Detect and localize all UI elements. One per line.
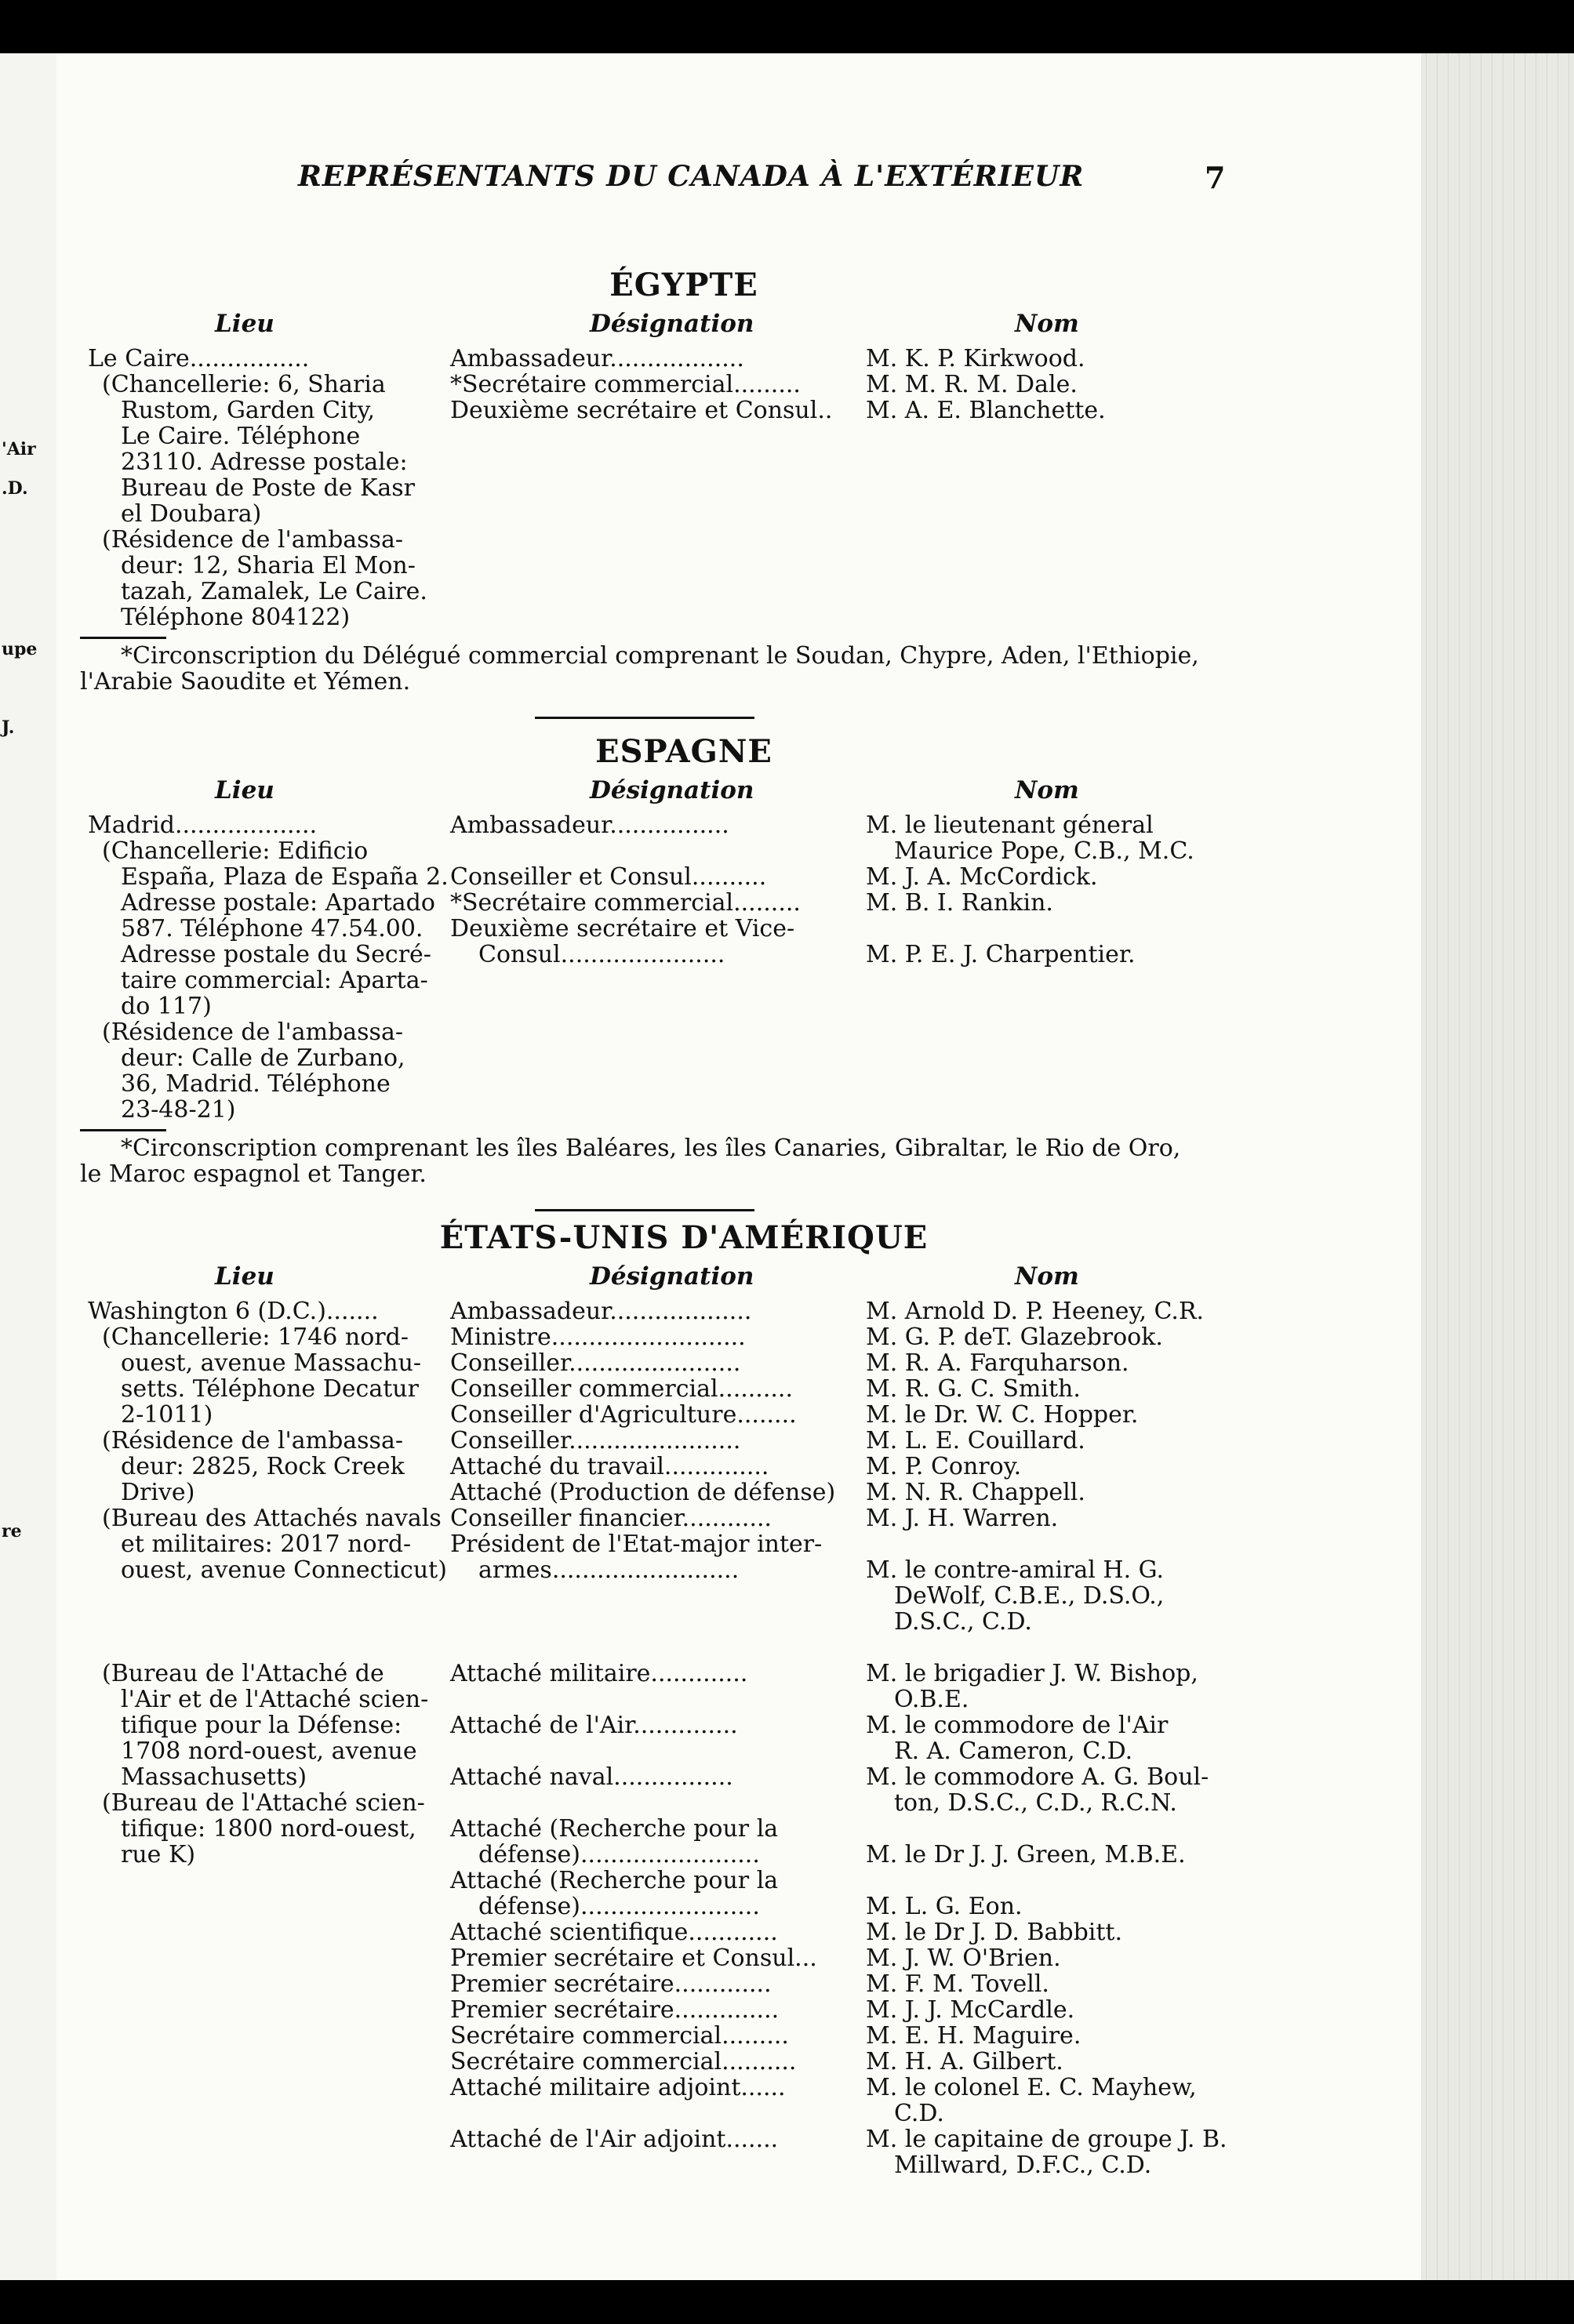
left-margin-fragment: re: [2, 1521, 22, 1541]
footnote-rule: [80, 637, 166, 639]
lieu-line: et militaires: 2017 nord-: [121, 1531, 412, 1558]
lieu-line: Rustom, Garden City,: [121, 397, 376, 424]
lieu-line: 23-48-21): [121, 1096, 236, 1124]
designation-line: Conseiller.......................: [450, 1349, 741, 1377]
nom-line: M. le commodore A. G. Boul-: [866, 1763, 1209, 1791]
designation-line: Conseiller commercial..........: [450, 1375, 793, 1403]
lieu-line: el Doubara): [121, 500, 262, 528]
designation-line: Attaché naval................: [450, 1763, 733, 1791]
lieu-line: (Chancellerie: Edificio: [102, 837, 369, 865]
designation-line: Attaché du travail..............: [450, 1453, 769, 1480]
section-separator: [535, 717, 754, 719]
designation-line: Consul......................: [478, 941, 725, 968]
lieu-line: Washington 6 (D.C.).......: [88, 1298, 379, 1325]
designation-line: Premier secrétaire.............: [450, 1970, 772, 1998]
lieu-line: Drive): [121, 1479, 195, 1506]
lieu-line: tazah, Zamalek, Le Caire.: [121, 578, 427, 605]
designation-line: Premier secrétaire et Consul...: [450, 1945, 817, 1972]
lieu-line: l'Air et de l'Attaché scien-: [121, 1686, 429, 1713]
lieu-line: (Bureau des Attachés navals: [102, 1505, 442, 1532]
footnote-rule: [80, 1129, 166, 1131]
designation-line: Attaché militaire.............: [450, 1660, 748, 1687]
nom-line: M. H. A. Gilbert.: [866, 2048, 1063, 2075]
designation-line: Attaché (Recherche pour la: [450, 1815, 779, 1843]
nom-line: M. le Dr J. J. Green, M.B.E.: [866, 1841, 1186, 1868]
lieu-line: deur: Calle de Zurbano,: [121, 1044, 405, 1072]
nom-line: M. K. P. Kirkwood.: [866, 345, 1085, 372]
designation-line: Attaché (Recherche pour la: [450, 1867, 779, 1894]
nom-line: M. L. E. Couillard.: [866, 1427, 1085, 1454]
designation-line: défense)........................: [478, 1841, 760, 1868]
nom-line: M. P. Conroy.: [866, 1453, 1022, 1480]
right-page-edge: [1421, 53, 1574, 2280]
nom-line: M. R. G. C. Smith.: [866, 1375, 1081, 1403]
lieu-line: (Chancellerie: 1746 nord-: [102, 1324, 409, 1351]
designation-line: Conseiller et Consul..........: [450, 863, 767, 891]
page-number: 7: [1205, 160, 1226, 195]
designation-line: *Secrétaire commercial.........: [450, 371, 801, 398]
designation-line: Conseiller.......................: [450, 1427, 741, 1454]
nom-line: M. le capitaine de groupe J. B.: [866, 2126, 1227, 2153]
left-margin-fragment: .D.: [2, 478, 28, 499]
column-header-lieu: Lieu: [215, 1262, 274, 1291]
lieu-line: taire commercial: Aparta-: [121, 967, 428, 994]
column-header-designation: Désignation: [590, 310, 754, 338]
lieu-line: 587. Téléphone 47.54.00.: [121, 915, 423, 942]
lieu-line: tifique pour la Défense:: [121, 1712, 402, 1739]
lieu-line: (Chancellerie: 6, Sharia: [102, 371, 386, 398]
lieu-line: rue K): [121, 1841, 196, 1868]
left-margin-fragment: J.: [2, 717, 15, 738]
lieu-line: do 117): [121, 993, 212, 1020]
designation-line: Conseiller d'Agriculture........: [450, 1401, 797, 1429]
nom-line: M. B. I. Rankin.: [866, 889, 1053, 917]
nom-line: M. N. R. Chappell.: [866, 1479, 1085, 1506]
designation-line: Attaché (Production de défense): [450, 1479, 836, 1506]
lieu-line: Adresse postale du Secré-: [121, 941, 431, 968]
nom-line: M. F. M. Tovell.: [866, 1970, 1049, 1998]
nom-line: M. le brigadier J. W. Bishop,: [866, 1660, 1198, 1687]
designation-line: armes.........................: [478, 1556, 740, 1584]
lieu-line: tifique: 1800 nord-ouest,: [121, 1815, 416, 1843]
lieu-line: (Bureau de l'Attaché scien-: [102, 1789, 425, 1817]
nom-line: DeWolf, C.B.E., D.S.O.,: [894, 1582, 1165, 1610]
nom-line: M. E. H. Maguire.: [866, 2022, 1081, 2050]
country-heading-espagne: ESPAGNE: [595, 733, 772, 770]
lieu-line: Le Caire................: [88, 345, 310, 372]
running-head: REPRÉSENTANTS DU CANADA À L'EXTÉRIEUR: [298, 160, 1085, 193]
country-heading-egypte: ÉGYPTE: [609, 267, 758, 303]
footnote-line: *Circonscription du Délégué commercial comprenant le Soudan, Chypre, Aden, l'Ethiopie,: [121, 642, 1199, 670]
nom-line: M. M. R. M. Dale.: [866, 371, 1078, 398]
designation-line: Ambassadeur..................: [450, 345, 744, 372]
lieu-line: (Résidence de l'ambassa-: [102, 1019, 403, 1046]
footnote-line: l'Arabie Saoudite et Yémen.: [80, 668, 411, 695]
nom-line: O.B.E.: [894, 1686, 969, 1713]
nom-line: M. Arnold D. P. Heeney, C.R.: [866, 1298, 1205, 1325]
nom-line: Millward, D.F.C., C.D.: [894, 2152, 1152, 2179]
nom-line: M. R. A. Farquharson.: [866, 1349, 1129, 1377]
nom-line: M. J. W. O'Brien.: [866, 1945, 1061, 1972]
lieu-line: Madrid...................: [88, 812, 318, 839]
lieu-line: España, Plaza de España 2.: [121, 863, 449, 891]
column-header-designation: Désignation: [590, 776, 754, 804]
nom-line: M. P. E. J. Charpentier.: [866, 941, 1136, 968]
lieu-line: 36, Madrid. Téléphone: [121, 1070, 391, 1098]
column-header-nom: Nom: [1015, 776, 1079, 804]
nom-line: M. L. G. Eon.: [866, 1893, 1023, 1920]
lieu-line: ouest, avenue Connecticut): [121, 1556, 447, 1584]
country-heading-etats-unis: ÉTATS-UNIS D'AMÉRIQUE: [439, 1219, 929, 1256]
designation-line: Conseiller financier............: [450, 1505, 772, 1532]
designation-line: Attaché de l'Air..............: [450, 1712, 738, 1739]
nom-line: M. le commodore de l'Air: [866, 1712, 1169, 1739]
nom-line: C.D.: [894, 2100, 944, 2127]
nom-line: M. le lieutenant géneral: [866, 812, 1154, 839]
footnote-line: le Maroc espagnol et Tanger.: [80, 1160, 427, 1188]
nom-line: M. J. A. McCordick.: [866, 863, 1098, 891]
designation-line: Attaché militaire adjoint......: [450, 2074, 786, 2101]
designation-line: Premier secrétaire..............: [450, 1996, 780, 2024]
left-margin-fragment: upe: [2, 639, 38, 659]
lieu-line: 2-1011): [121, 1401, 213, 1429]
designation-line: Ministre..........................: [450, 1324, 746, 1351]
column-header-designation: Désignation: [590, 1262, 754, 1291]
nom-line: M. G. P. deT. Glazebrook.: [866, 1324, 1163, 1351]
nom-line: D.S.C., C.D.: [894, 1608, 1032, 1636]
nom-line: Maurice Pope, C.B., M.C.: [894, 837, 1194, 865]
designation-line: *Secrétaire commercial.........: [450, 889, 801, 917]
column-header-nom: Nom: [1015, 310, 1079, 338]
column-header-lieu: Lieu: [215, 776, 274, 804]
nom-line: M. le contre-amiral H. G.: [866, 1556, 1165, 1584]
lieu-line: Le Caire. Téléphone: [121, 423, 361, 450]
nom-line: M. A. E. Blanchette.: [866, 397, 1106, 424]
section-separator: [535, 1209, 754, 1211]
designation-line: Attaché scientifique............: [450, 1919, 778, 1946]
nom-line: M. J. J. McCardle.: [866, 1996, 1075, 2024]
lieu-line: Massachusetts): [121, 1763, 307, 1791]
lieu-line: setts. Téléphone Decatur: [121, 1375, 419, 1403]
lieu-line: Adresse postale: Apartado: [121, 889, 435, 917]
column-header-nom: Nom: [1015, 1262, 1079, 1291]
nom-line: M. le Dr. W. C. Hopper.: [866, 1401, 1139, 1429]
lieu-line: 23110. Adresse postale:: [121, 448, 408, 476]
lieu-line: (Résidence de l'ambassa-: [102, 1427, 403, 1454]
lieu-line: Téléphone 804122): [121, 604, 351, 631]
column-header-lieu: Lieu: [215, 310, 274, 338]
designation-line: Président de l'Etat-major inter-: [450, 1531, 823, 1558]
nom-line: M. J. H. Warren.: [866, 1505, 1059, 1532]
designation-line: Deuxième secrétaire et Vice-: [450, 915, 795, 942]
designation-line: Attaché de l'Air adjoint.......: [450, 2126, 779, 2153]
lieu-line: (Bureau de l'Attaché de: [102, 1660, 384, 1687]
footnote-line: *Circonscription comprenant les îles Baléares, les îles Canaries, Gibraltar, le Rio de Oro,: [121, 1135, 1181, 1162]
designation-line: Secrétaire commercial.........: [450, 2022, 789, 2050]
lieu-line: Bureau de Poste de Kasr: [121, 474, 415, 502]
nom-line: M. le colonel E. C. Mayhew,: [866, 2074, 1197, 2101]
nom-line: ton, D.S.C., C.D., R.C.N.: [894, 1789, 1177, 1817]
designation-line: Ambassadeur................: [450, 812, 729, 839]
lieu-line: ouest, avenue Massachu-: [121, 1349, 422, 1377]
nom-line: M. le Dr J. D. Babbitt.: [866, 1919, 1123, 1946]
designation-line: Secrétaire commercial..........: [450, 2048, 797, 2075]
lieu-line: deur: 2825, Rock Creek: [121, 1453, 405, 1480]
designation-line: défense)........................: [478, 1893, 760, 1920]
lieu-line: 1708 nord-ouest, avenue: [121, 1738, 417, 1765]
lieu-line: deur: 12, Sharia El Mon-: [121, 552, 416, 579]
designation-line: Deuxième secrétaire et Consul..: [450, 397, 833, 424]
left-page-edge: [0, 53, 56, 2280]
left-margin-fragment: 'Air: [2, 439, 36, 459]
designation-line: Ambassadeur...................: [450, 1298, 752, 1325]
nom-line: R. A. Cameron, C.D.: [894, 1738, 1133, 1765]
lieu-line: (Résidence de l'ambassa-: [102, 526, 403, 554]
